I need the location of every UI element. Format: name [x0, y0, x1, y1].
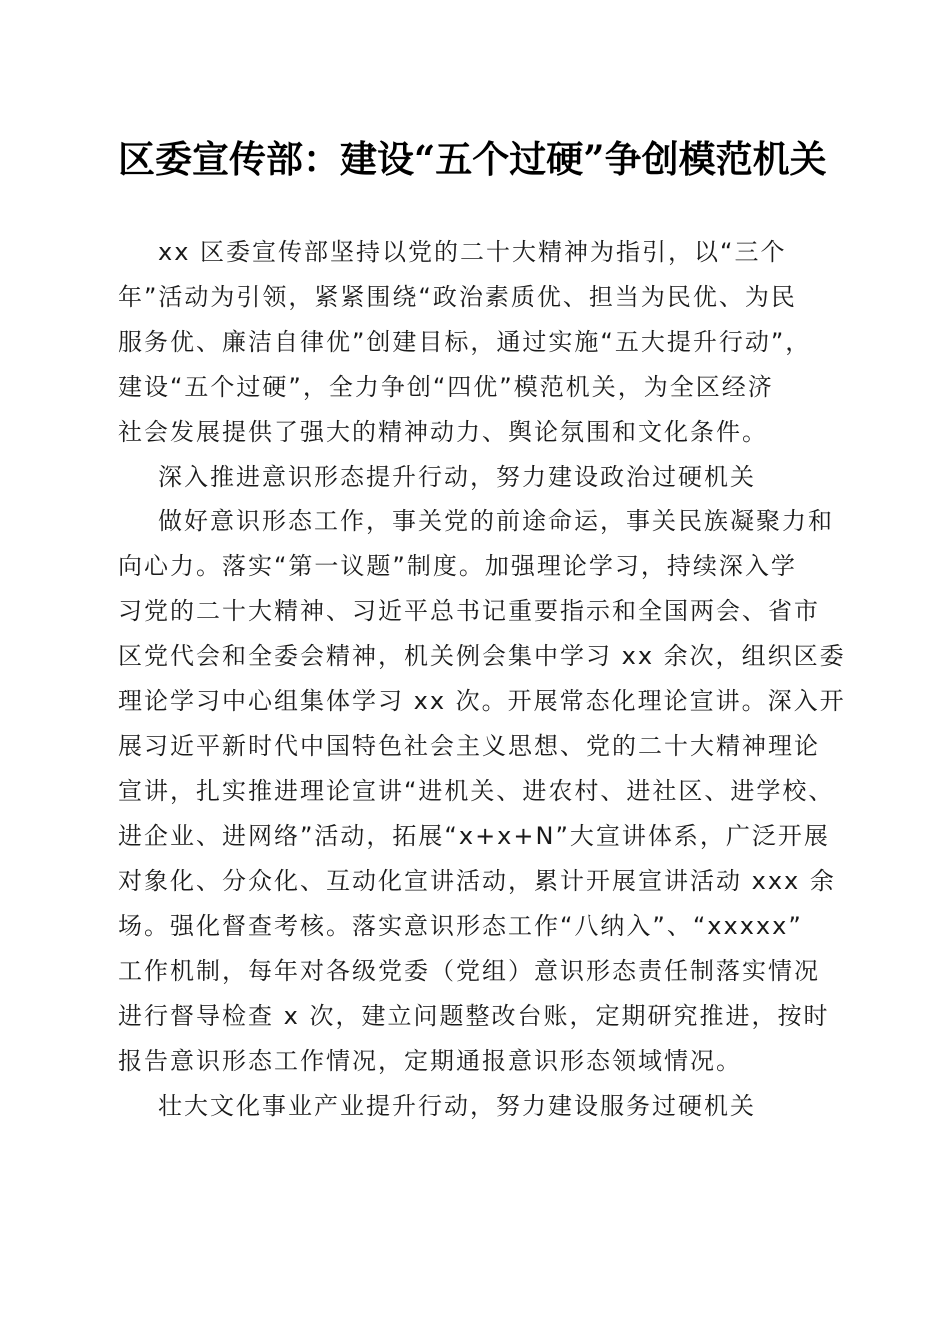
document-title: 区委宣传部：建设“五个过硬”争创模范机关 — [118, 137, 827, 181]
paragraph-2-line: 场。强化督查考核。落实意识形态工作“八纳入”、“xxxxx” — [118, 912, 803, 940]
section-heading: 壮大文化事业产业提升行动，努力建设服务过硬机关 — [158, 1092, 756, 1120]
paragraph-1-line: 社会发展提供了强大的精神动力、舆论氛围和文化条件。 — [118, 418, 768, 446]
section-heading: 深入推进意识形态提升行动，努力建设政治过硬机关 — [158, 463, 756, 491]
paragraph-2-line: 向心力。落实“第一议题”制度。加强理论学习，持续深入学 — [118, 552, 797, 580]
paragraph-2-line: 展习近平新时代中国特色社会主义思想、党的二十大精神理论 — [118, 732, 820, 760]
paragraph-2-line: 进企业、进网络”活动，拓展“x+x+N”大宣讲体系，广泛开展 — [118, 822, 830, 850]
paragraph-2-line: 区党代会和全委会精神，机关例会集中学习 xx 余次，组织区委 — [118, 642, 846, 670]
paragraph-2-line: 工作机制，每年对各级党委（党组）意识形态责任制落实情况 — [118, 957, 820, 985]
paragraph-2-line: 宣讲，扎实推进理论宣讲“进机关、进农村、进社区、进学校、 — [118, 777, 835, 805]
paragraph-2-line: 习党的二十大精神、习近平总书记重要指示和全国两会、省市 — [118, 597, 820, 625]
paragraph-2-line: 理论学习中心组集体学习 xx 次。开展常态化理论宣讲。深入开 — [118, 687, 846, 715]
paragraph-1-line: 建设“五个过硬”，全力争创“四优”模范机关，为全区经济 — [118, 373, 774, 401]
paragraph-1-line: xx 区委宣传部坚持以党的二十大精神为指引，以“三个 — [158, 238, 787, 266]
paragraph-2-line: 做好意识形态工作，事关党的前途命运，事关民族凝聚力和 — [158, 507, 834, 535]
paragraph-2-line: 报告意识形态工作情况，定期通报意识形态领域情况。 — [118, 1047, 742, 1075]
paragraph-1-line: 年”活动为引领，紧紧围绕“政治素质优、担当为民优、为民 — [118, 283, 797, 311]
paragraph-2-line: 对象化、分众化、互动化宣讲活动，累计开展宣讲活动 xxx 余 — [118, 867, 836, 895]
paragraph-2-line: 进行督导检查 x 次，建立问题整改台账，定期研究推进，按时 — [118, 1002, 830, 1030]
paragraph-1-line: 服务优、廉洁自律优”创建目标，通过实施“五大提升行动”， — [118, 328, 812, 356]
